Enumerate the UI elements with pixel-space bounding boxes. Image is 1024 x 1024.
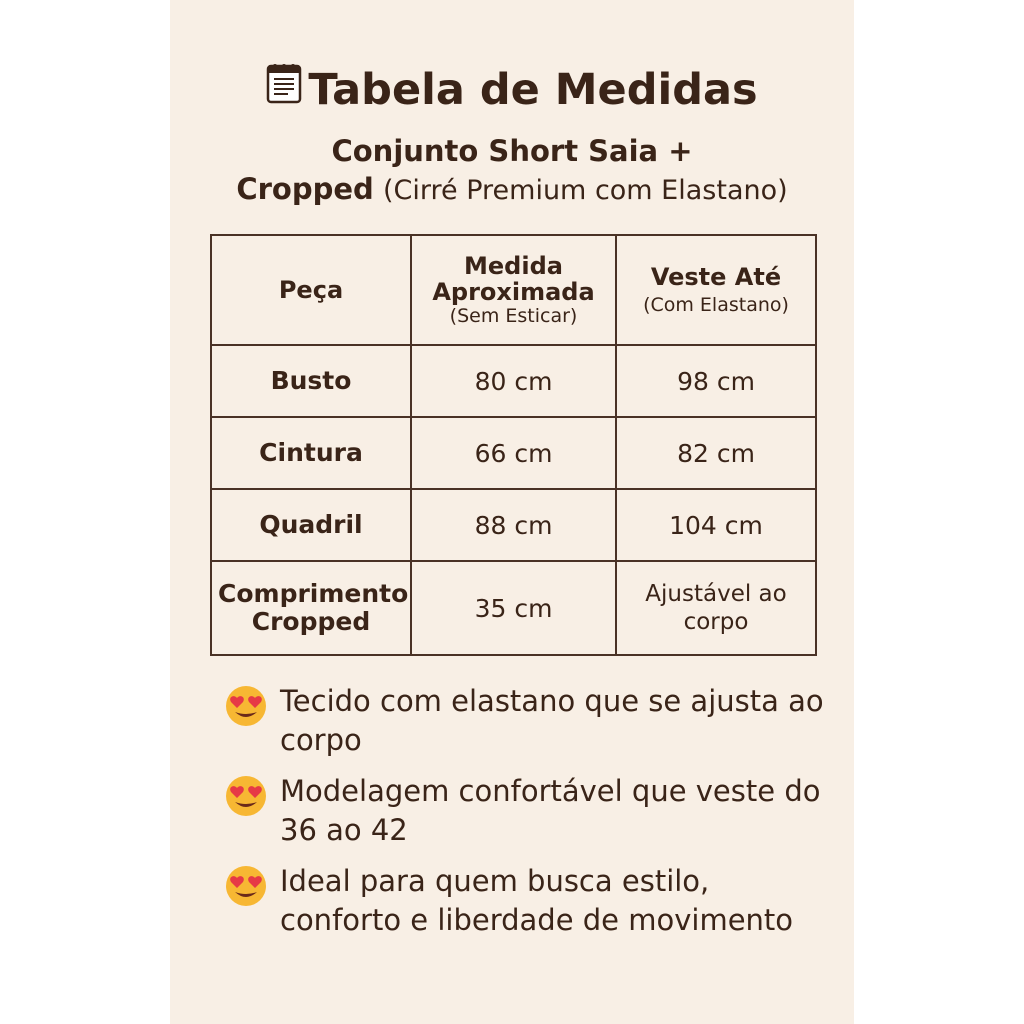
cell-fits: 104 cm — [616, 489, 816, 561]
cell-fits: 98 cm — [616, 345, 816, 417]
header-measure — [411, 235, 616, 345]
table-row — [211, 561, 816, 655]
cell-piece: Cintura — [211, 417, 411, 489]
heart-eyes-emoji-icon — [224, 864, 268, 908]
cell-fits — [616, 561, 816, 655]
table-row — [211, 417, 816, 489]
heart-eyes-emoji-icon — [224, 684, 268, 728]
table-row — [211, 345, 816, 417]
cell-fits-text: Ajustável ao corpo — [645, 581, 787, 635]
subtitle-line-1: Conjunto Short Saia + — [331, 134, 693, 168]
cell-piece: Quadril — [211, 489, 411, 561]
feature-text: Ideal para quem busca estilo, conforto e liberdade de movimento — [280, 864, 794, 937]
cell-fits: 82 cm — [616, 417, 816, 489]
feature-text: Modelagem confortável que veste do 36 ao 42 — [280, 774, 821, 847]
table-header-row — [211, 235, 816, 345]
heart-eyes-emoji-icon — [224, 774, 268, 818]
header-measure-note: (Sem Esticar) — [449, 305, 578, 327]
subtitle-fabric: (Cirré Premium com Elastano) — [383, 175, 788, 206]
size-chart-card — [170, 0, 854, 1024]
list-item — [224, 682, 824, 760]
page-subtitle — [170, 132, 854, 210]
page-title-text: Tabela de Medidas — [308, 65, 758, 115]
cell-measure: 35 cm — [411, 561, 616, 655]
measurements-table — [210, 234, 817, 656]
list-item — [224, 862, 824, 940]
subtitle-product: Cropped — [236, 172, 374, 206]
list-item — [224, 772, 824, 850]
subtitle-line-2 — [170, 170, 854, 210]
notepad-icon — [266, 62, 302, 118]
header-fits — [616, 235, 816, 345]
header-fits-label: Veste Até — [650, 263, 782, 291]
header-piece — [211, 235, 411, 345]
header-measure-label: Medida Aproximada — [432, 252, 595, 306]
cell-piece-text: Comprimento Cropped — [218, 579, 409, 636]
cell-measure: 88 cm — [411, 489, 616, 561]
feature-text: Tecido com elastano que se ajusta ao corpo — [280, 684, 824, 757]
cell-measure: 80 cm — [411, 345, 616, 417]
header-piece-label: Peça — [278, 276, 344, 304]
cell-piece: Busto — [211, 345, 411, 417]
table-row — [211, 489, 816, 561]
cell-piece — [211, 561, 411, 655]
cell-measure: 66 cm — [411, 417, 616, 489]
feature-list — [224, 682, 824, 952]
page-title — [170, 62, 854, 121]
header-fits-note: (Com Elastano) — [643, 294, 789, 316]
